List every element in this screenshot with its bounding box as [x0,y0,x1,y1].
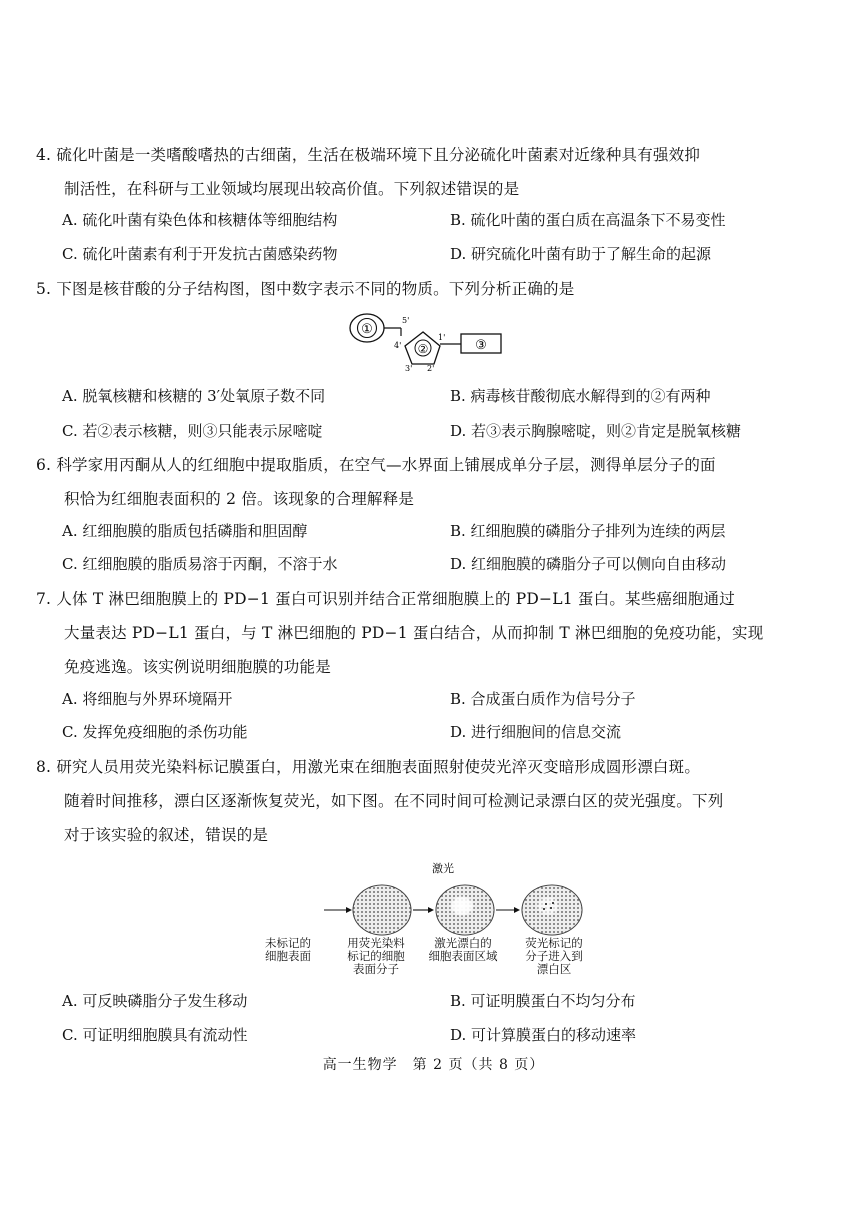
question-5-option-a[interactable]: A. 脱氧核糖和核糖的 3′处氧原子数不同 [62,387,326,405]
question-8-line-1: 8. 研究人员用荧光染料标记膜蛋白，用激光束在细胞表面照射使荧光淬灭变暗形成圆形漂白斑。 [36,758,701,776]
question-7-option-c[interactable]: C. 发挥免疫细胞的杀伤功能 [62,723,248,741]
question-4-option-a[interactable]: A. 硫化叶菌有染色体和核糖体等细胞结构 [62,211,338,229]
question-6-option-d[interactable]: D. 红细胞膜的磷脂分子可以侧向自由移动 [450,555,727,573]
caption-unlabeled-surface-text: 未标记的 细胞表面 [265,936,311,963]
laser-label: 激光 [432,862,454,875]
question-7-option-d[interactable]: D. 进行细胞间的信息交流 [450,723,622,741]
question-4-option-b[interactable]: B. 硫化叶菌的蛋白质在高温条下不易变性 [450,211,726,229]
carbon-1-label: 1' [438,333,446,342]
caption-molecules-enter [514,937,594,976]
question-6-option-c[interactable]: C. 红细胞膜的脂质易溶于丙酮，不溶于水 [62,555,338,573]
frap-experiment-diagram [320,858,610,940]
question-4-line-1: 4. 硫化叶菌是一类嗜酸嗜热的古细菌，生活在极端环境下且分泌硫化叶菌素对近缘种具有强效抑 [36,146,701,164]
question-8-option-b[interactable]: B. 可证明膜蛋白不均匀分布 [450,992,636,1010]
caption-bleached-area [418,937,508,963]
question-5-option-d[interactable]: D. 若③表示胸腺嘧啶，则②肯定是脱氧核糖 [450,422,742,440]
question-7-option-b[interactable]: B. 合成蛋白质作为信号分子 [450,690,636,708]
question-7-stem [36,582,836,684]
phosphate-label: ① [361,322,373,337]
question-6-line-2: 积恰为红细胞表面积的 2 倍。该现象的合理解释是 [64,490,415,508]
question-8-line-3: 对于该实验的叙述，错误的是 [64,826,269,844]
question-6-line-1: 6. 科学家用丙酮从人的红细胞中提取脂质，在空气—水界面上铺展成单分子层，测得单层分子的面 [36,456,716,474]
question-5-stem [36,272,836,306]
caption-labeled-molecules [338,937,414,976]
question-5-option-b[interactable]: B. 病毒核苷酸彻底水解得到的②有两种 [450,387,711,405]
caption-unlabeled-surface [252,937,324,963]
caption-molecules-enter-text: 荧光标记的 分子进入到 漂白区 [525,936,583,976]
carbon-2-label: 2' [427,364,435,372]
caption-labeled-molecules-text: 用荧光染料 标记的细胞 表面分子 [347,936,405,976]
question-8-line-2: 随着时间推移，漂白区逐渐恢复荧光，如下图。在不同时间可检测记录漂白区的荧光强度。下列 [64,792,724,810]
carbon-4-label: 4' [394,341,402,350]
question-6-option-a[interactable]: A. 红细胞膜的脂质包括磷脂和胆固醇 [62,522,308,540]
question-5-option-c[interactable]: C. 若②表示核糖，则③只能表示尿嘧啶 [62,422,323,440]
question-8-option-c[interactable]: C. 可证明细胞膜具有流动性 [62,1026,248,1044]
carbon-3-label: 3' [405,364,413,372]
question-4-option-d[interactable]: D. 研究硫化叶菌有助于了解生命的起源 [450,245,712,263]
question-8-stem [36,750,836,852]
question-7-line-2: 大量表达 PD−L1 蛋白，与 T 淋巴细胞的 PD−1 蛋白结合，从而抑制 T 淋巴细胞的免疫功能，实现 [64,624,764,642]
question-8-option-d[interactable]: D. 可计算膜蛋白的移动速率 [450,1026,637,1044]
question-7-line-3: 免疫逃逸。该实例说明细胞膜的功能是 [64,658,331,676]
page-footer: 高一生物学 第 2 页（共 8 页） [322,1057,545,1073]
base-label: ③ [475,338,487,353]
question-5-line-1: 5. 下图是核苷酸的分子结构图，图中数字表示不同的物质。下列分析正确的是 [36,280,575,298]
question-4-option-c[interactable]: C. 硫化叶菌素有利于开发抗古菌感染药物 [62,245,338,263]
question-6-stem [36,448,836,516]
caption-bleached-area-text: 激光漂白的 细胞表面区域 [428,936,498,963]
question-8-option-a[interactable]: A. 可反映磷脂分子发生移动 [62,992,248,1010]
question-4-stem [36,138,836,206]
question-6-option-b[interactable]: B. 红细胞膜的磷脂分子排列为连续的两层 [450,522,726,540]
nucleotide-structure-diagram [345,310,515,372]
pentose-label: ② [417,342,429,356]
question-4-line-2: 制活性，在科研与工业领域均展现出较高价值。下列叙述错误的是 [64,180,520,198]
carbon-5-label: 5' [402,316,410,325]
question-7-line-1: 7. 人体 T 淋巴细胞膜上的 PD−1 蛋白可识别并结合正常细胞膜上的 PD−L1 蛋白。某些癌细胞通过 [36,590,735,608]
question-7-option-a[interactable]: A. 将细胞与外界环境隔开 [62,690,233,708]
